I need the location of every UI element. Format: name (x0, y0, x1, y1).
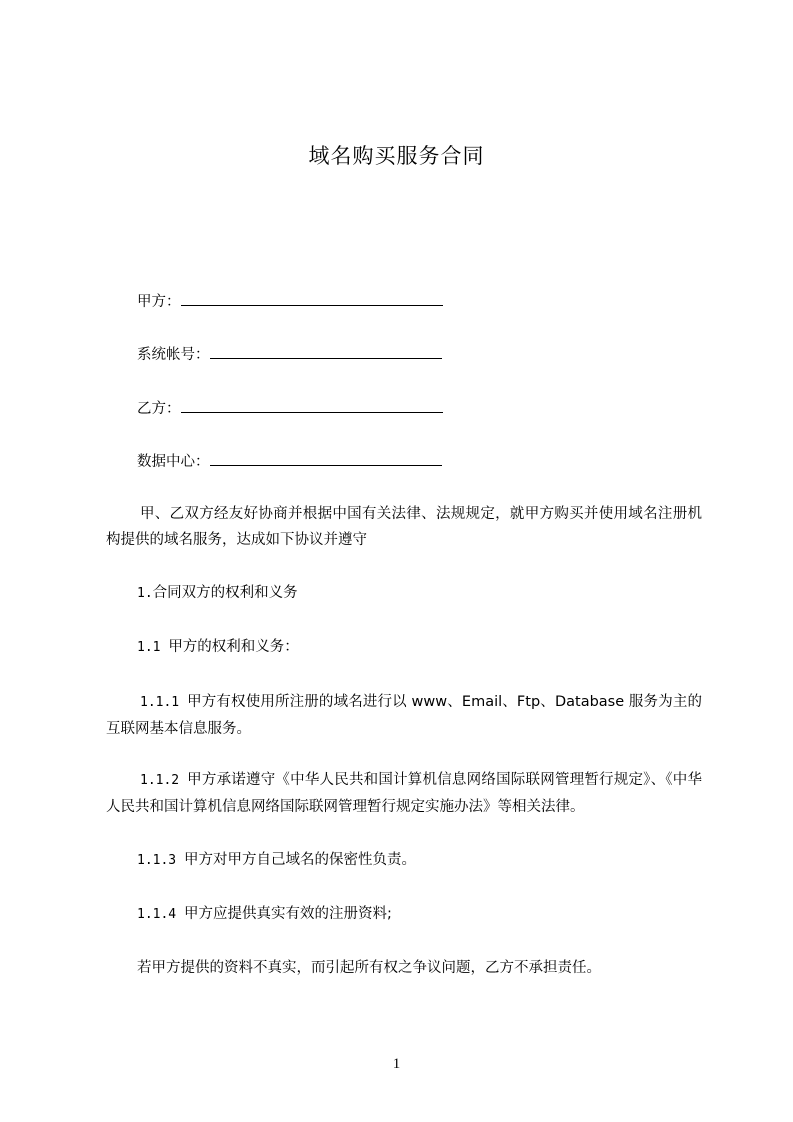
section-1-text: 合同双方的权利和义务 (152, 585, 298, 601)
data-center-blank (210, 451, 442, 466)
clause-1-1-1-number: 1.1.1 (140, 695, 188, 710)
data-center-field (137, 451, 442, 472)
page-number: 1 (392, 1056, 401, 1072)
party-a-blank (181, 291, 443, 306)
clause-1-1-2-number: 1.1.2 (140, 773, 188, 788)
intro-paragraph: 甲、乙双方经友好协商并根据中国有关法律、法规规定，就甲方购买并使用域名注册机构提供的域名服务，达成如下协议并遵守 (106, 506, 702, 548)
section-1-1-number: 1.1 (137, 640, 169, 655)
section-1-number: 1. (137, 586, 153, 601)
party-a-field (137, 291, 443, 312)
clause-1-1-4 (137, 904, 392, 925)
document-title: 域名购买服务合同 (308, 144, 485, 168)
section-1-1-heading (137, 637, 299, 658)
clause-1-1-2 (106, 767, 702, 820)
section-1-1-text: 甲方的权利和义务： (168, 639, 299, 655)
clause-1-1-3 (137, 850, 416, 871)
clause-1-1-3-text: 甲方对甲方自己域名的保密性负责。 (183, 852, 416, 868)
clause-1-1-1-text: 甲方有权使用所注册的域名进行以 www、Email、Ftp、Database 服务为主的互联网基本信息服务。 (106, 694, 702, 737)
party-a-label: 甲方： (137, 294, 181, 310)
clause-1-1-4-text: 甲方应提供真实有效的注册资料; (183, 906, 392, 922)
system-account-blank (210, 344, 442, 359)
party-b-label: 乙方： (137, 401, 181, 417)
party-b-blank (181, 398, 443, 413)
system-account-field (137, 344, 442, 365)
note-paragraph: 若甲方提供的资料不真实，而引起所有权之争议问题，乙方不承担责任。 (137, 960, 601, 976)
data-center-label: 数据中心： (137, 454, 210, 470)
party-b-field (137, 398, 443, 419)
system-account-label: 系统帐号： (137, 347, 210, 363)
clause-1-1-2-text: 甲方承诺遵守《中华人民共和国计算机信息网络国际联网管理暂行规定》、《中华人民共和国计算机信息网络国际联网管理暂行规定实施办法》等相关法律。 (106, 772, 702, 815)
clause-1-1-4-number: 1.1.4 (137, 907, 184, 922)
clause-1-1-3-number: 1.1.3 (137, 853, 184, 868)
section-1-heading (137, 583, 298, 604)
clause-1-1-1 (106, 689, 702, 742)
